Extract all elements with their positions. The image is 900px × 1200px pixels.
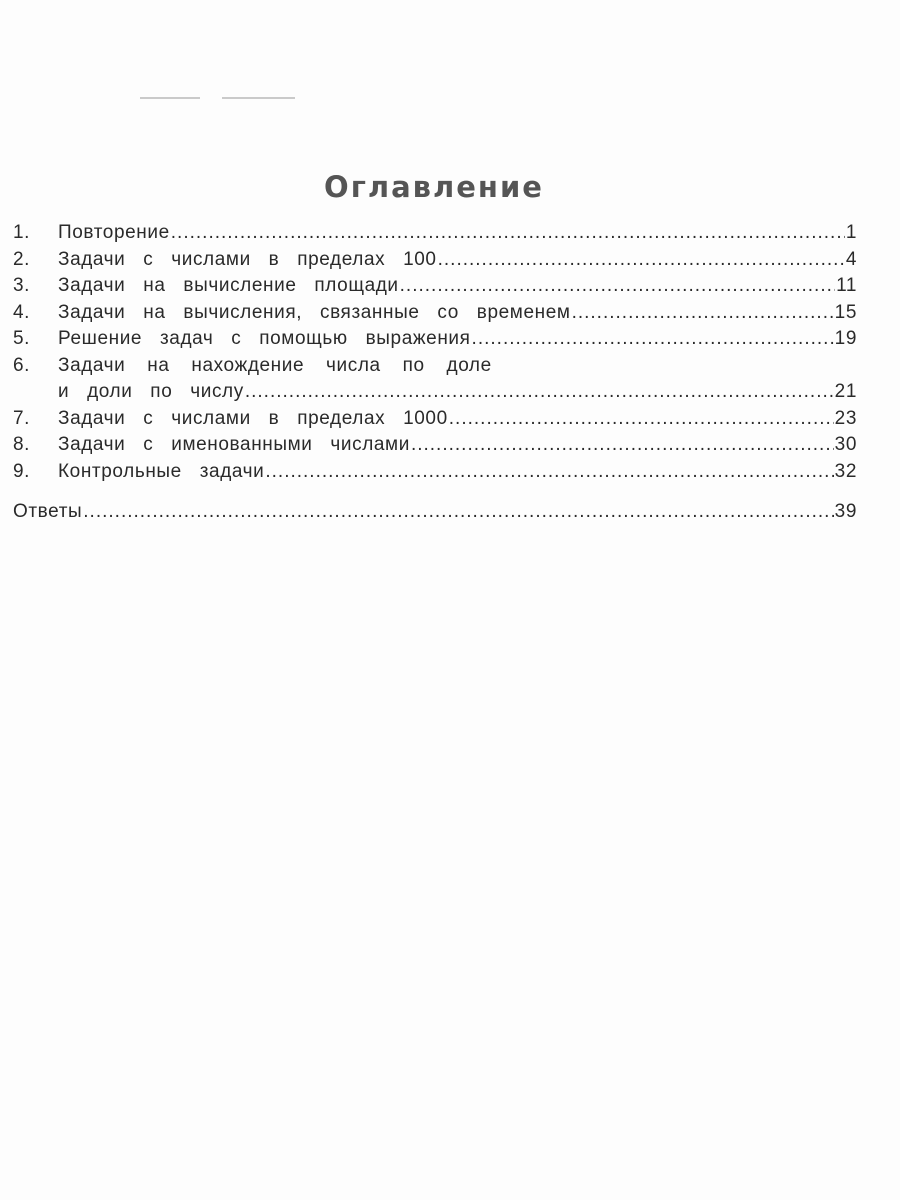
- toc-entry-page: 19: [834, 328, 857, 349]
- toc-entry-title: Ответы: [13, 501, 83, 522]
- toc-entry-3[interactable]: [13, 275, 857, 302]
- toc-entry-9[interactable]: [13, 461, 857, 488]
- toc-entry-number: 9.: [13, 460, 31, 482]
- toc-entry-8[interactable]: [13, 434, 857, 461]
- toc-entry-title-continuation: и доли по числу: [58, 381, 244, 402]
- dot-leader: [411, 434, 834, 456]
- scan-artifact-line: [140, 97, 295, 99]
- toc-entry-page: 21: [834, 381, 857, 402]
- toc-entry-title: Повторение: [58, 222, 170, 243]
- toc-entry-title: Задачи с именованными числами: [58, 434, 410, 455]
- dot-leader: [472, 328, 834, 350]
- table-of-contents: [13, 222, 857, 528]
- dot-leader: [438, 249, 845, 271]
- toc-entry-7[interactable]: [13, 408, 857, 435]
- toc-entry-number: 3.: [13, 275, 31, 296]
- toc-entry-6[interactable]: [13, 355, 857, 382]
- toc-entry-page: 23: [834, 407, 857, 429]
- toc-entry-number: 5.: [13, 328, 31, 349]
- dot-leader: [400, 275, 835, 297]
- dot-leader: [171, 222, 845, 244]
- toc-entry-title: Задачи на вычисление площади: [58, 275, 399, 296]
- toc-entry-answers[interactable]: [13, 501, 857, 528]
- dot-leader: [265, 461, 833, 483]
- toc-entry-4[interactable]: [13, 302, 857, 329]
- toc-entry-title: Задачи на нахождение числа по доле: [58, 354, 492, 376]
- toc-entry-page: 4: [845, 248, 857, 270]
- toc-entry-number: 4.: [13, 301, 31, 323]
- toc-entry-title: Задачи с числами в пределах 100: [58, 248, 437, 270]
- page-title: Оглавление: [324, 170, 544, 204]
- toc-entry-number: 7.: [13, 407, 31, 429]
- toc-entry-title: Задачи с числами в пределах 1000: [58, 407, 448, 429]
- toc-entry-title: Решение задач с помощью выражения: [58, 328, 471, 349]
- toc-entry-page: 39: [834, 501, 857, 522]
- toc-entry-page: 30: [834, 434, 857, 455]
- toc-entry-title: Контрольные задачи: [58, 460, 265, 482]
- toc-entry-page: 1: [845, 222, 857, 243]
- toc-entry-number: 8.: [13, 434, 31, 455]
- dot-leader: [449, 408, 834, 430]
- toc-entry-page: 11: [836, 275, 857, 296]
- toc-entry-number: 6.: [13, 354, 31, 376]
- toc-entry-5[interactable]: [13, 328, 857, 355]
- toc-entry-page: 32: [834, 460, 857, 482]
- dot-leader: [83, 501, 833, 523]
- toc-entry-title: Задачи на вычисления, связанные со временем: [58, 301, 571, 323]
- toc-entry-1[interactable]: [13, 222, 857, 249]
- dot-leader: [245, 381, 834, 403]
- toc-entry-page: 15: [834, 301, 857, 323]
- toc-entry-6-continuation[interactable]: [13, 381, 857, 408]
- toc-entry-2[interactable]: [13, 249, 857, 276]
- toc-entry-number: 2.: [13, 248, 31, 270]
- toc-entry-number: 1.: [13, 222, 31, 243]
- dot-leader: [572, 302, 834, 324]
